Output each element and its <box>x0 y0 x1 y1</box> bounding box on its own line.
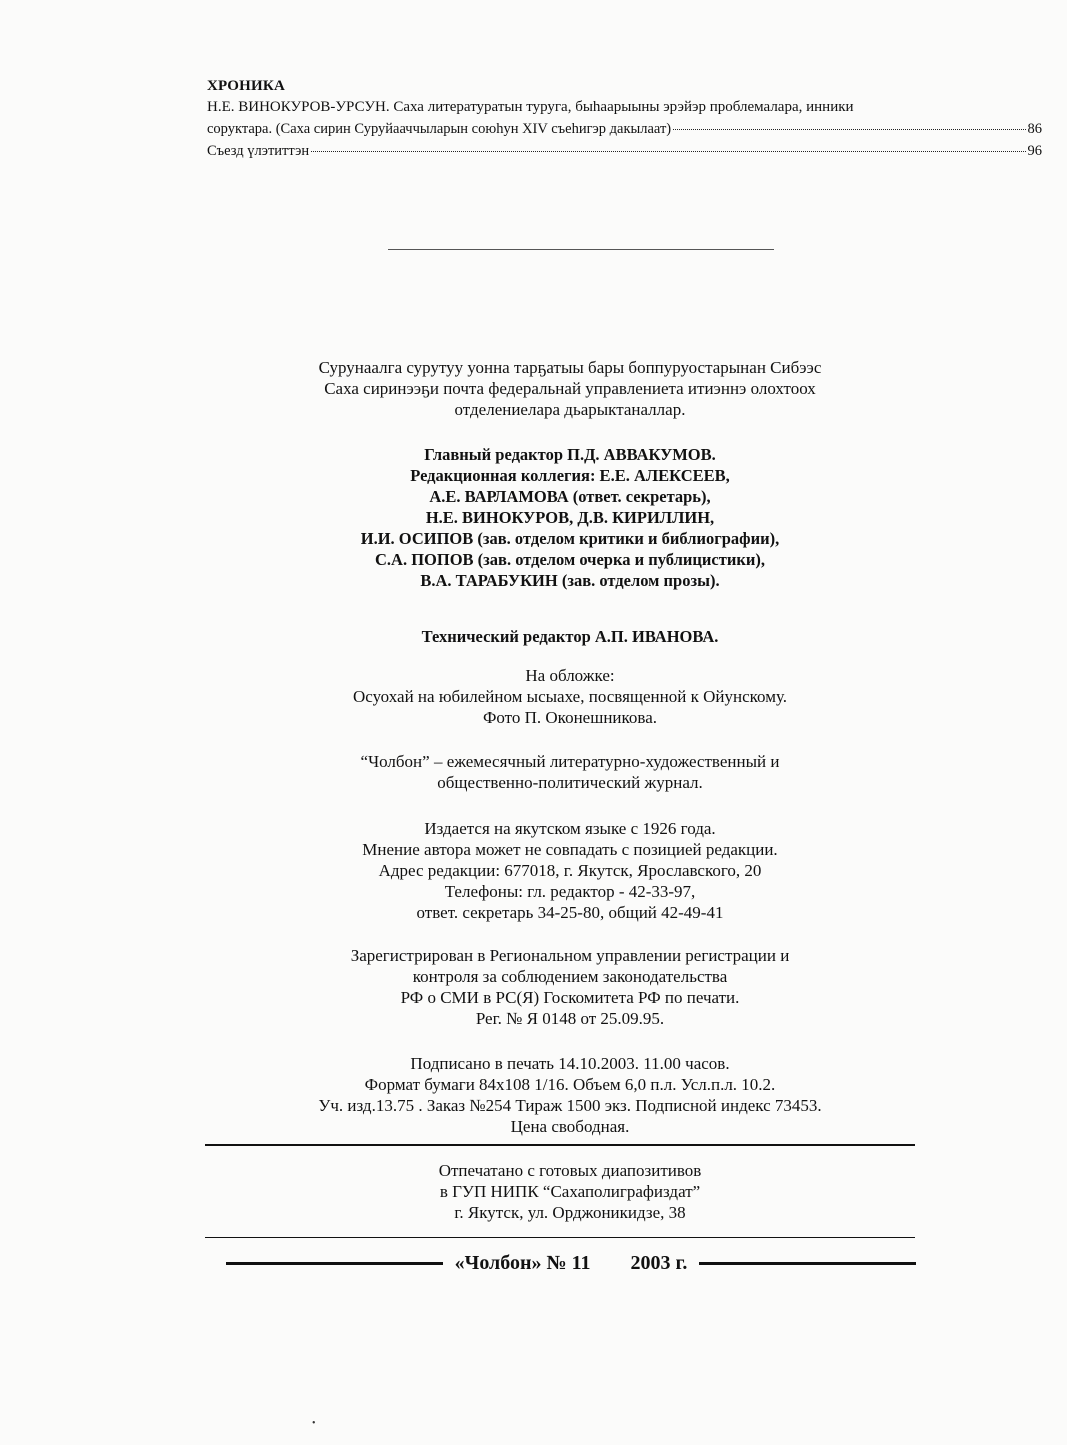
print-info <box>160 1053 980 1137</box>
issue-label <box>443 1252 700 1275</box>
section-heading: ХРОНИКА <box>207 78 286 94</box>
text-line: Осуохай на юбилейном ысыахе, посвященной к Ойунскому. <box>353 687 787 706</box>
subscription-notice <box>160 357 980 420</box>
journal-description <box>160 751 980 793</box>
text-line: г. Якутск, ул. Орджоникидзе, 38 <box>454 1203 686 1222</box>
text-line: С.А. ПОПОВ (зав. отделом очерка и публицистики), <box>375 550 765 569</box>
toc-entry-1 <box>207 118 1042 140</box>
journal-issue: «Чолбон» № 11 <box>454 1252 591 1274</box>
printer-info <box>160 1160 980 1223</box>
text-line: Н.Е. ВИНОКУРОВ, Д.В. КИРИЛЛИН, <box>425 508 715 527</box>
technical-editor: Технический редактор А.П. ИВАНОВА. <box>421 627 719 646</box>
leader-dots <box>673 128 1025 130</box>
text-line: Редакционная коллегия: Е.Е. АЛЕКСЕЕВ, <box>410 466 730 485</box>
toc-entry-2 <box>207 140 1042 162</box>
text-line: Сурунаалга сурутуу уонна тарҕатыы бары боппуруостарынан Сибээс <box>318 358 822 377</box>
cover-note <box>160 665 980 728</box>
text-line: ответ. секретарь 34-25-80, общий 42-49-41 <box>416 903 724 922</box>
footer-rule-right <box>699 1262 916 1265</box>
text-line: Формат бумаги 84х108 1/16. Объем 6,0 п.л. Усл.п.л. 10.2. <box>364 1075 776 1094</box>
text-line: Уч. изд.13.75 . Заказ №254 Тираж 1500 экз. Подписной индекс 73453. <box>318 1096 822 1115</box>
issue-year: 2003 г. <box>630 1252 688 1274</box>
divider <box>205 1237 915 1238</box>
toc-entry-2-page: 96 <box>1027 143 1042 159</box>
divider <box>388 249 774 250</box>
text-line: И.И. ОСИПОВ (зав. отделом критики и библиографии), <box>360 529 780 548</box>
text-line: Издается на якутском языке с 1926 года. <box>424 819 716 838</box>
text-line: А.Е. ВАРЛАМОВА (ответ. секретарь), <box>429 487 711 506</box>
publisher-info <box>160 818 980 923</box>
toc-entry-1-line-1: Н.Е. ВИНОКУРОВ-УРСУН. Саха литературатын туруга, быhаарыыны эрэйэр проблемалара, инники <box>207 99 854 115</box>
toc-entry-1-title: соруктара. (Саха сирин Суруйааччыларын союhун XIV съеhигэр дакылаат) <box>207 121 672 137</box>
text-line: общественно-политический журнал. <box>437 773 703 792</box>
footer-rule-left <box>226 1262 443 1265</box>
text-line: Рег. № Я 0148 от 25.09.95. <box>475 1009 665 1028</box>
text-line: контроля за соблюдением законодательства <box>412 967 728 986</box>
text-line: Мнение автора может не совпадать с позицией редакции. <box>362 840 778 859</box>
text-line: Главный редактор П.Д. АВВАКУМОВ. <box>424 445 716 464</box>
issue-footer <box>226 1252 916 1275</box>
toc-entry-1-page: 86 <box>1027 121 1042 137</box>
text-line: РФ о СМИ в РС(Я) Госкомитета РФ по печати. <box>400 988 740 1007</box>
text-line: В.А. ТАРАБУКИН (зав. отделом прозы). <box>420 571 720 590</box>
registration-info <box>160 945 980 1029</box>
toc-entry-2-title: Съезд үлэтиттэн <box>207 143 310 159</box>
divider <box>205 1144 915 1146</box>
text-line: Подписано в печать 14.10.2003. 11.00 часов. <box>410 1054 730 1073</box>
text-line: “Чолбон” – ежемесячный литературно-художественный и <box>360 752 780 771</box>
contents-section <box>207 76 1042 162</box>
text-line: Зарегистрирован в Региональном управлении регистрации и <box>350 946 790 965</box>
text-line: На обложке: <box>525 666 615 685</box>
text-line: отделениелара дьарыктаналлар. <box>454 400 686 419</box>
text-line: в ГУП НИПК “Сахаполиграфиздат” <box>439 1182 701 1201</box>
text-line: Саха сиринээҕи почта федеральнай управлениета итиэннэ олохтоох <box>324 379 816 398</box>
text-line: Фото П. Оконешникова. <box>482 708 658 727</box>
text-line: Телефоны: гл. редактор - 42-33-97, <box>444 882 696 901</box>
text-line: Отпечатано с готовых диапозитивов <box>438 1161 702 1180</box>
text-line: Цена свободная. <box>510 1117 630 1136</box>
leader-dots <box>311 150 1025 152</box>
text-line: Адрес редакции: 677018, г. Якутск, Ярославского, 20 <box>378 861 762 880</box>
page-mark: • <box>312 1418 316 1429</box>
editorial-board <box>160 444 980 591</box>
